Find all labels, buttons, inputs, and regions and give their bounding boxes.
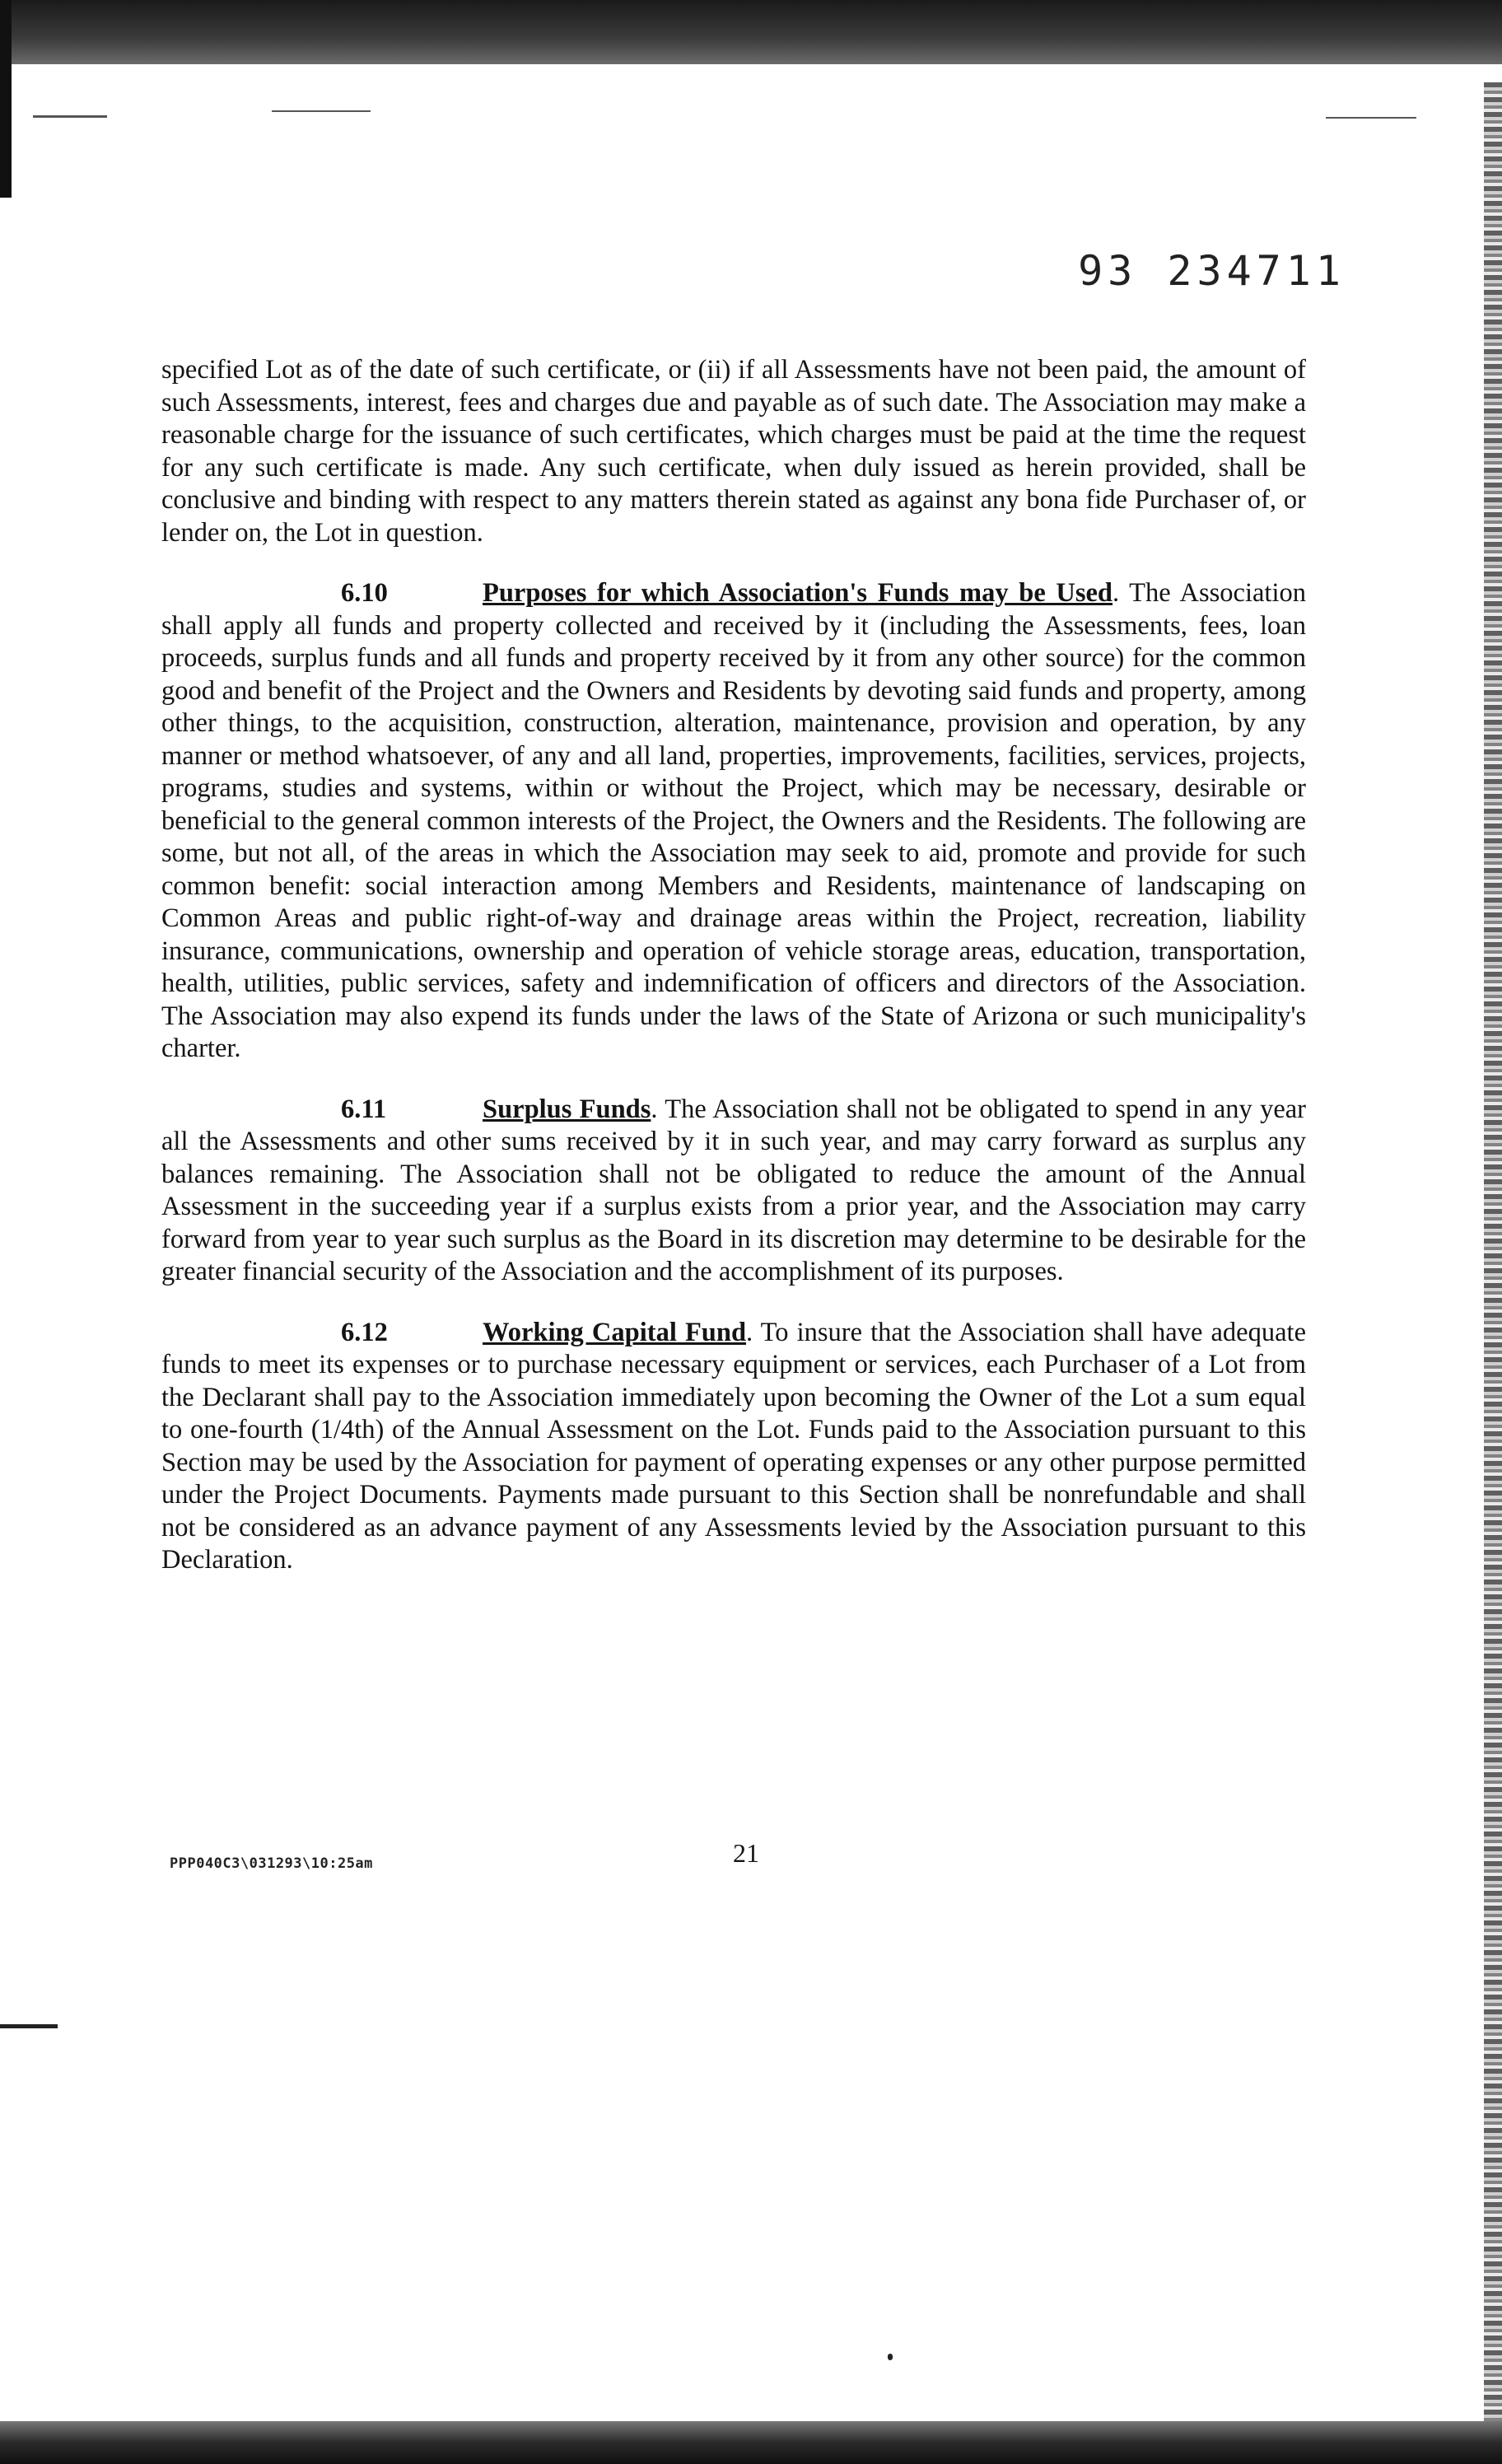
recording-number: 93 234711 [1078, 247, 1346, 295]
section-body: . To insure that the Association shall have adequate funds to meet its expenses or to purchase necessary equipment or services, each Purchaser of a Lot from the Declarant shall pay to the Association immediately upon becoming the Owner of the Lot a sum equal to one-fourth (1/4th) of the Annual Assessment on the Lot. Funds paid to the Association pursuant to this Section may be used by the Association for payment of operating expenses or any other purpose permitted under the Project Documents. Payments made pursuant to this Section shall be nonrefundable and shall not be considered as an advance payment of any Assessments levied by the Association pursuant to this Declaration. [161, 1317, 1306, 1575]
section-6-12 [161, 1317, 1306, 1577]
section-title: Surplus Funds [483, 1094, 651, 1124]
section-title: Purposes for which Association's Funds may be Used [483, 578, 1113, 608]
document-body [161, 354, 1306, 1577]
scan-left-edge [0, 0, 12, 198]
section-body: . The Association shall apply all funds and property collected and received by it (including the Assessments, fees, loan proceeds, surplus funds and all funds and property received by it from any other source) for the common good and benefit of the Project and the Owners and Residents by devoting said funds and property, among other things, to the acquisition, construction, alteration, maintenance, provision and operation, by any manner or method whatsoever, of any and all land, properties, improvements, facilities, services, projects, programs, studies and systems, within or without the Project, which may be necessary, desirable or beneficial to the general common interests of the Project, the Owners and the Residents. The following are some, but not all, of the areas in which the Association may seek to aid, promote and provide for such common benefit: social interaction among Members and Residents, maintenance of landscaping on Common Areas and public right-of-way and drainage areas within the Project, recreation, liability insurance, communications, ownership and operation of vehicle storage areas, education, transportation, health, utilities, public services, safety and indemnification of officers and directors of the Association. The Association may also expend its funds under the laws of the State of Arizona or such municipality's charter. [161, 578, 1306, 1063]
section-number: 6.11 [341, 1094, 387, 1124]
section-number: 6.12 [341, 1317, 388, 1347]
section-number: 6.10 [341, 578, 388, 608]
scan-speck [272, 110, 371, 112]
page-number: 21 [733, 1838, 759, 1868]
section-title: Working Capital Fund [483, 1317, 747, 1347]
scan-top-border [0, 0, 1502, 64]
scan-speck [33, 115, 107, 118]
scan-speck [888, 2354, 893, 2360]
scan-speck [0, 2024, 58, 2028]
scan-bottom-border [0, 2421, 1502, 2464]
footer-file-code: PPP040C3\031293\10:25am [170, 1855, 373, 1872]
section-6-10 [161, 577, 1306, 1066]
scan-right-edge [1484, 82, 1502, 2464]
section-6-11 [161, 1094, 1306, 1289]
intro-paragraph: specified Lot as of the date of such certificate, or (ii) if all Assessments have not been paid, the amount of such Assessments, interest, fees and charges due and payable as of such date. The Association may make a reasonable charge for the issuance of such certificates, which charges must be paid at the time the request for any such certificate is made. Any such certificate, when duly issued as herein provided, shall be conclusive and binding with respect to any matters therein stated as against any bona fide Purchaser of, or lender on, the Lot in question. [161, 355, 1306, 548]
section-body: . The Association shall not be obligated to spend in any year all the Assessments and other sums received by it in such year, and may carry forward as surplus any balances remaining. The Association shall not be obligated to reduce the amount of the Annual Assessment in the succeeding year if a surplus exists from a prior year, and the Association may carry forward from year to year such surplus as the Board in its discretion may determine to be desirable for the greater financial security of the Association and the accomplishment of its purposes. [161, 1094, 1306, 1286]
scan-speck [1326, 117, 1416, 119]
